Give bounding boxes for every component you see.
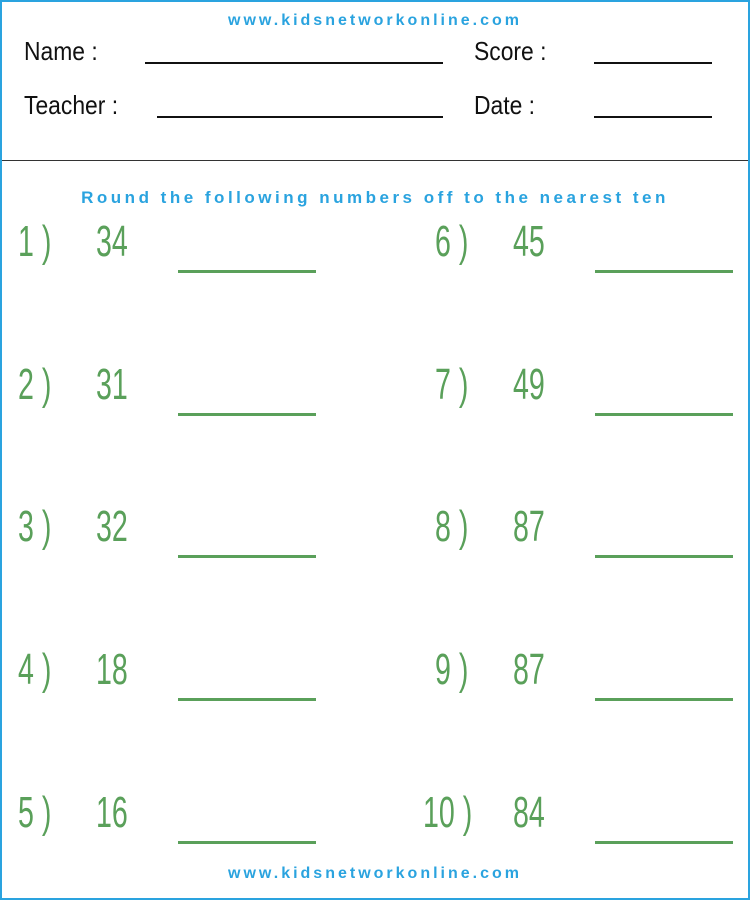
problem-1 — [18, 217, 358, 290]
problem-2 — [18, 360, 358, 433]
problem-number: 7 ) — [435, 360, 469, 409]
date-label: Date : — [474, 90, 536, 120]
problem-7 — [435, 360, 750, 433]
score-label: Score : — [474, 36, 547, 66]
problem-8 — [435, 502, 750, 575]
problem-number: 5 ) — [18, 788, 52, 837]
answer-line[interactable] — [178, 698, 316, 701]
score-field-line[interactable] — [594, 62, 712, 64]
problem-value: 32 — [96, 502, 128, 551]
problem-number: 8 ) — [435, 502, 469, 551]
problem-4 — [18, 645, 358, 718]
problem-3 — [18, 502, 358, 575]
problem-9 — [435, 645, 750, 718]
answer-line[interactable] — [178, 841, 316, 844]
date-field-line[interactable] — [594, 116, 712, 118]
answer-line[interactable] — [595, 555, 733, 558]
answer-line[interactable] — [595, 270, 733, 273]
answer-line[interactable] — [178, 555, 316, 558]
problem-number: 10 ) — [423, 788, 473, 837]
problem-value: 45 — [513, 217, 545, 266]
problem-value: 18 — [96, 645, 128, 694]
name-field-line[interactable] — [145, 62, 443, 64]
answer-line[interactable] — [178, 270, 316, 273]
problem-number: 3 ) — [18, 502, 52, 551]
problem-10 — [423, 788, 750, 861]
problem-value: 84 — [513, 788, 545, 837]
header-divider — [2, 160, 748, 161]
answer-line[interactable] — [595, 841, 733, 844]
problem-value: 31 — [96, 360, 128, 409]
problem-number: 2 ) — [18, 360, 52, 409]
answer-line[interactable] — [178, 413, 316, 416]
problem-6 — [435, 217, 750, 290]
problem-value: 16 — [96, 788, 128, 837]
problem-value: 87 — [513, 502, 545, 551]
teacher-label: Teacher : — [24, 90, 119, 120]
site-url-footer: www.kidsnetworkonline.com — [228, 865, 522, 882]
problem-number: 6 ) — [435, 217, 469, 266]
problem-5 — [18, 788, 358, 861]
problem-number: 1 ) — [18, 217, 52, 266]
site-url-header: www.kidsnetworkonline.com — [228, 12, 522, 29]
name-label: Name : — [24, 36, 98, 66]
answer-line[interactable] — [595, 698, 733, 701]
problem-value: 49 — [513, 360, 545, 409]
problem-number: 9 ) — [435, 645, 469, 694]
problem-number: 4 ) — [18, 645, 52, 694]
problem-value: 34 — [96, 217, 128, 266]
answer-line[interactable] — [595, 413, 733, 416]
problem-value: 87 — [513, 645, 545, 694]
instruction-text: Round the following numbers off to the nearest ten — [81, 188, 669, 207]
teacher-field-line[interactable] — [157, 116, 443, 118]
